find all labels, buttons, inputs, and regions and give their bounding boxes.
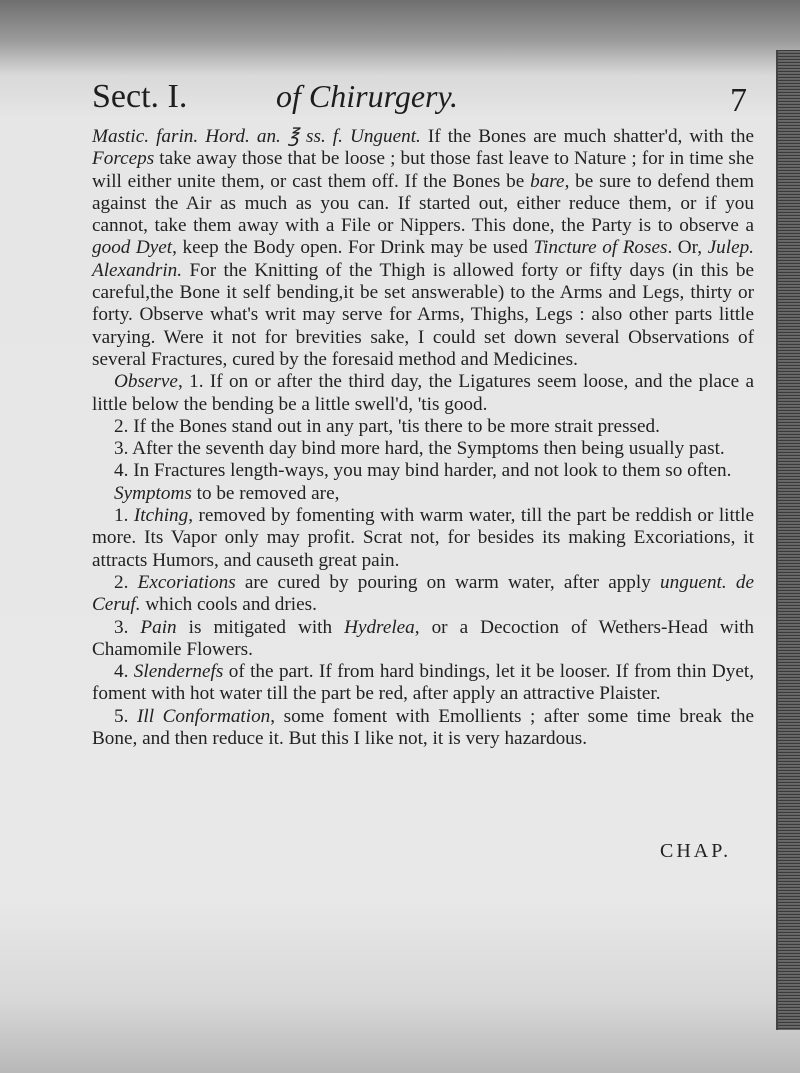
paragraph xyxy=(92,706,754,751)
text-run: to be removed are, xyxy=(191,482,340,504)
text-run: If the Bones are much shatter'd, with the xyxy=(420,126,754,147)
section-label: Sect. I. xyxy=(92,78,188,115)
page-header xyxy=(92,78,757,122)
text-run: is mitigated with xyxy=(176,616,345,638)
text-run: take away those that be loose ; but those fast leave to Nature ; for in time she will either unite them, or cast them off. If the Bones be xyxy=(92,148,754,192)
text-run: For the Knitting of the Thigh is allowed forty or fifty days (in this be careful,the Bone it self bending,it be set answerable) to the Arms and Legs, thirty or forty. Observe what's writ may serve for Arms, Thighs, Legs : also other parts little varying. Were it not for brevities sake, I could set down several Observations of several Fractures, cured by the foresaid method and Medicines. xyxy=(92,259,754,370)
italic-run: Slendernefs xyxy=(133,661,224,683)
text-run: , or a Decoction of Wethers-Head with Chamomile Flowers. xyxy=(92,616,755,660)
paragraph xyxy=(92,416,754,438)
italic-run: Pain xyxy=(140,616,177,638)
italic-run: Mastic. farin. Hord. an. ℥ ss. f. Unguent. xyxy=(92,126,421,147)
text-run: 1. xyxy=(114,505,134,527)
paragraph xyxy=(92,572,754,617)
text-run: 2. xyxy=(114,571,138,593)
text-run: 4. In Fractures length-ways, you may bind harder, and not look to them so often. xyxy=(114,460,732,482)
italic-run: good Dyet xyxy=(92,237,173,259)
italic-run: Observe xyxy=(114,371,178,393)
paragraph xyxy=(92,126,754,371)
text-run: 2. If the Bones stand out in any part, 'tis there to be more strait pressed. xyxy=(114,415,660,437)
italic-run: unguent. de Ceruf. xyxy=(92,571,754,616)
italic-run: Hydrelea xyxy=(344,616,415,638)
paragraph xyxy=(92,505,754,572)
paragraph xyxy=(92,460,754,482)
text-run: , be sure to defend them against the Air as much as you can. If started out, either reduce them, or if you cannot, take them away with a File or Nippers. This done, the Party is to observe a xyxy=(92,170,755,237)
text-run: . Or, xyxy=(667,237,708,259)
paragraph xyxy=(92,371,754,416)
text-run: , removed by fomenting with warm water, till the part be reddish or little more. Its Vapor only may profit. Scrat not, for besides its making Excoriations, it attracts Humors, and causeth great pain. xyxy=(92,505,755,571)
italic-run: Symptoms xyxy=(114,482,192,504)
paragraph xyxy=(92,661,754,706)
text-run: 3. After the seventh day bind more hard, the Symptoms then being usually past. xyxy=(114,438,725,460)
text-run: 5. xyxy=(114,705,137,727)
italic-run: Tincture of Roses xyxy=(533,237,668,259)
page-fore-edge xyxy=(776,50,800,1030)
italic-run: Ill Conformation xyxy=(136,705,271,727)
text-run: which cools and dries. xyxy=(140,594,317,616)
paragraph xyxy=(92,617,754,662)
body-text xyxy=(92,126,754,750)
text-run: are cured by pouring on warm water, after apply xyxy=(235,571,661,593)
paragraph xyxy=(92,438,754,460)
text-run: 3. xyxy=(114,616,141,638)
text-run: 4. xyxy=(114,661,134,683)
italic-run: Itching xyxy=(133,505,189,527)
italic-run: Forceps xyxy=(92,148,155,170)
catchword: CHAP. xyxy=(660,840,732,862)
text-run: , some foment with Emollients ; after some time break the Bone, and then reduce it. But this I like not, it is very hazardous. xyxy=(92,705,755,750)
page-number: 7 xyxy=(730,82,747,119)
paragraph xyxy=(92,483,754,505)
text-run: , keep the Body open. For Drink may be used xyxy=(172,237,534,259)
italic-run: bare xyxy=(530,170,565,192)
text-run: of the part. If from hard bindings, let it be looser. If from thin Dyet, foment with hot water till the part be red, after apply an attractive Plaister. xyxy=(92,661,755,705)
italic-run: Excoriations xyxy=(137,571,236,593)
running-title: of Chirurgery. xyxy=(276,78,458,114)
italic-run: Julep. Alexandrin. xyxy=(92,237,754,281)
text-run: , 1. If on or after the third day, the Ligatures seem loose, and the place a little below the bending be a little swell'd, 'tis good. xyxy=(92,371,754,415)
